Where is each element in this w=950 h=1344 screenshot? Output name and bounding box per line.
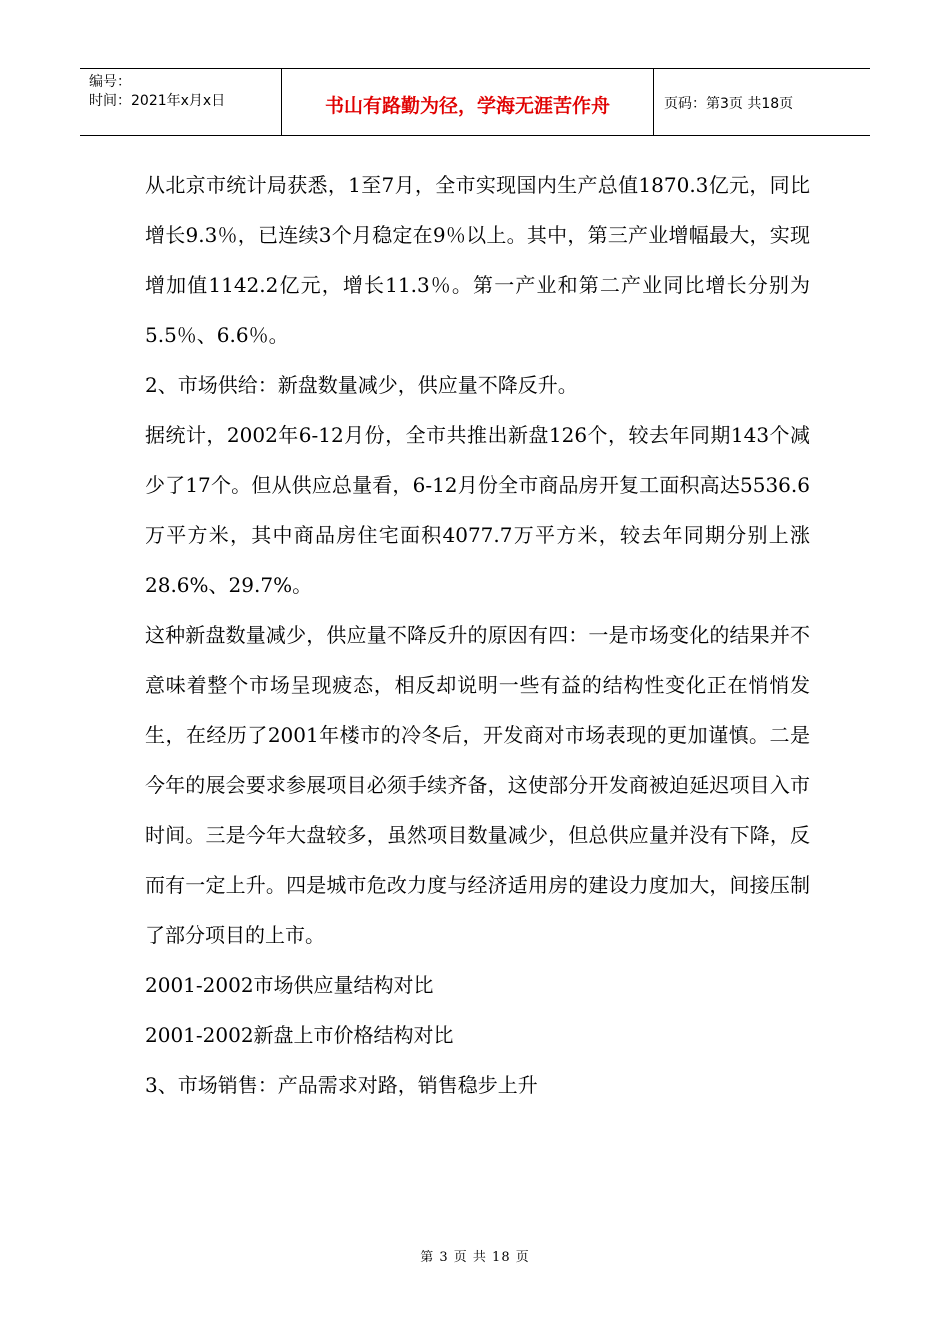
- document-body: [145, 160, 810, 1110]
- header-motto: 书山有路勤为径，学海无涯苦作舟: [282, 69, 654, 135]
- paragraph-gdp: 从北京市统计局获悉，1至7月，全市实现国内生产总值1870.3亿元，同比增长9.3％，已连续3个月稳定在9％以上。其中，第三产业增幅最大，实现增加值1142.2亿元，增长11.3％。第一产业和第二产业同比增长分别为5.5％、6.6％。: [145, 173, 810, 347]
- page-header: [80, 68, 870, 136]
- document-number-label: 编号：: [89, 74, 131, 90]
- document-date-label: 时间：2021年x月x日: [89, 93, 226, 109]
- caption-supply-structure: 2001-2002市场供应量结构对比: [145, 973, 434, 997]
- header-info-cell: [80, 69, 282, 135]
- section-heading-market-supply: 2、市场供给：新盘数量减少，供应量不降反升。: [145, 373, 578, 397]
- paragraph-supply-stats: 据统计，2002年6-12月份，全市共推出新盘126个，较去年同期143个减少了17个。但从供应总量看，6-12月份全市商品房开复工面积高达5536.6万平方米，其中商品房住宅面积4077.7万平方米，较去年同期分别上涨28.6%、29.7%。: [145, 423, 810, 597]
- paragraph-supply-reasons: 这种新盘数量减少，供应量不降反升的原因有四：一是市场变化的结果并不意味着整个市场呈现疲态，相反却说明一些有益的结构性变化正在悄悄发生，在经历了2001年楼市的冷冬后，开发商对市场表现的更加谨慎。二是今年的展会要求参展项目必须手续齐备，这使部分开发商被迫延迟项目入市时间。三是今年大盘较多，虽然项目数量减少，但总供应量并没有下降，反而有一定上升。四是城市危改力度与经济适用房的建设力度加大，间接压制了部分项目的上市。: [145, 623, 810, 947]
- caption-price-structure: 2001-2002新盘上市价格结构对比: [145, 1023, 454, 1047]
- section-heading-market-sales: 3、市场销售：产品需求对路，销售稳步上升: [145, 1073, 538, 1097]
- page-footer: 第 3 页 共 18 页: [420, 1250, 530, 1265]
- header-page-code: 页码：第3页 共18页: [664, 96, 794, 112]
